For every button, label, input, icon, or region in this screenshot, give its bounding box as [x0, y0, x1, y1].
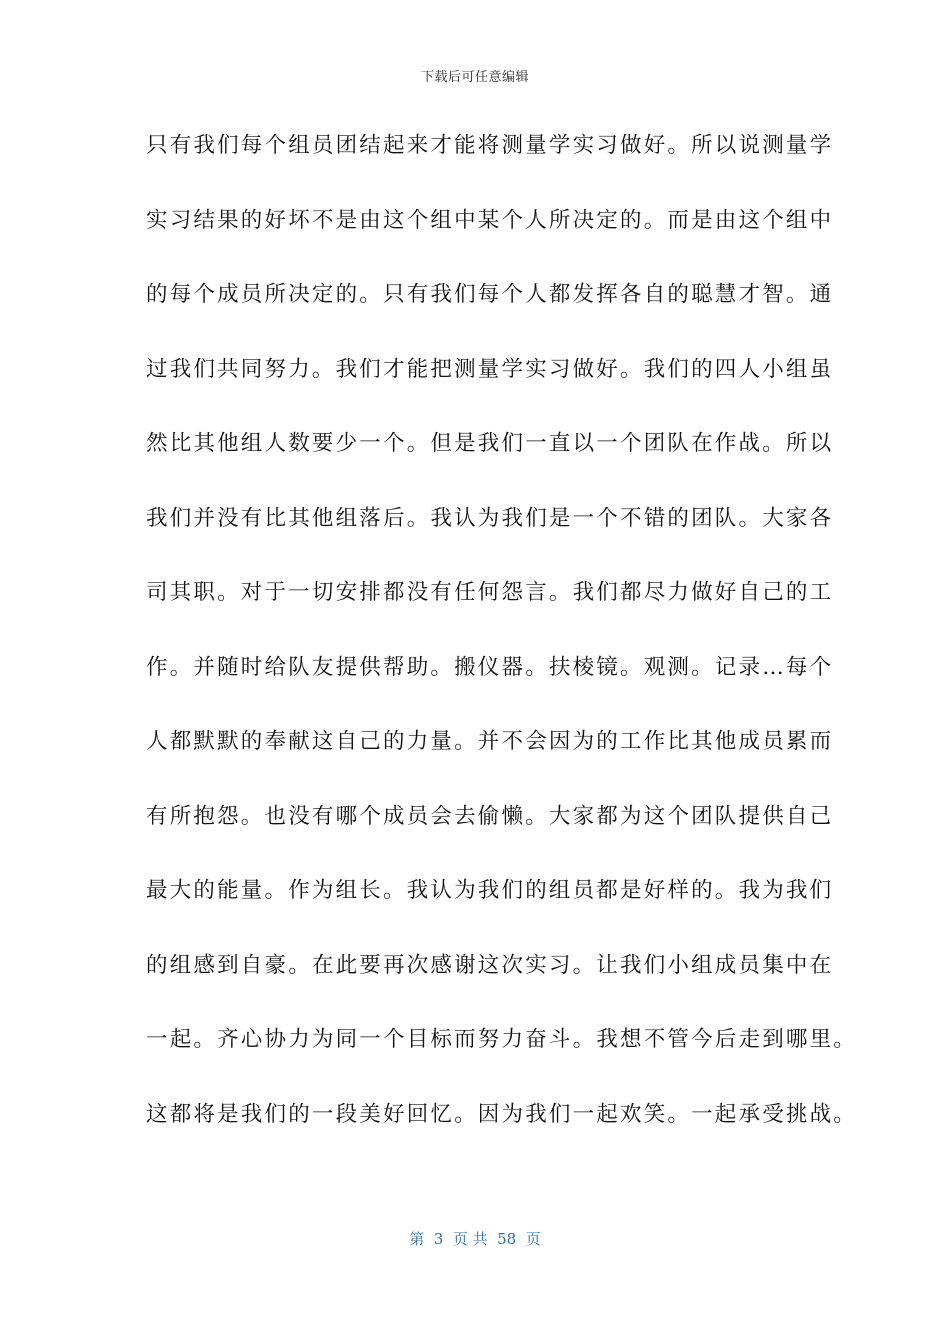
page-number-footer: 第 3 页 共 58 页 [409, 1230, 541, 1248]
text-line: 实习结果的好坏不是由这个组中某个人所决定的。而是由这个组中 [146, 207, 834, 233]
text-line: 司其职。对于一切安排都没有任何怨言。我们都尽力做好自己的工 [146, 580, 834, 605]
text-line: 一起。齐心协力为同一个目标而努力奋斗。我想不管今后走到哪里。 [146, 1027, 858, 1052]
text-line: 最大的能量。作为组长。我认为我们的组员都是好样的。我为我们 [146, 878, 834, 903]
text-line: 的每个成员所决定的。只有我们每个人都发挥各自的聪慧才智。通 [146, 282, 834, 307]
text-line: 然比其他组人数要少一个。但是我们一直以一个团队在作战。所以 [146, 431, 834, 456]
body-text [146, 118, 858, 1161]
text-line: 的组感到自豪。在此要再次感谢这次实习。让我们小组成员集中在 [146, 952, 834, 978]
text-line: 人都默默的奉献这自己的力量。并不会因为的工作比其他成员累而 [146, 729, 834, 754]
page-header: 下载后可任意编辑 [420, 70, 529, 85]
text-line: 我们并没有比其他组落后。我认为我们是一个不错的团队。大家各 [146, 505, 834, 531]
text-line: 只有我们每个组员团结起来才能将测量学实习做好。所以说测量学 [146, 133, 834, 158]
text-line: 过我们共同努力。我们才能把测量学实习做好。我们的四人小组虽 [146, 356, 834, 382]
text-line: 有所抱怨。也没有哪个成员会去偷懒。大家都为这个团队提供自己 [146, 803, 834, 829]
text-line: 这都将是我们的一段美好回忆。因为我们一起欢笑。一起承受挑战。 [146, 1101, 858, 1127]
text-line: 作。并随时给队友提供帮助。搬仪器。扶棱镜。观测。记录…每个 [146, 654, 834, 680]
